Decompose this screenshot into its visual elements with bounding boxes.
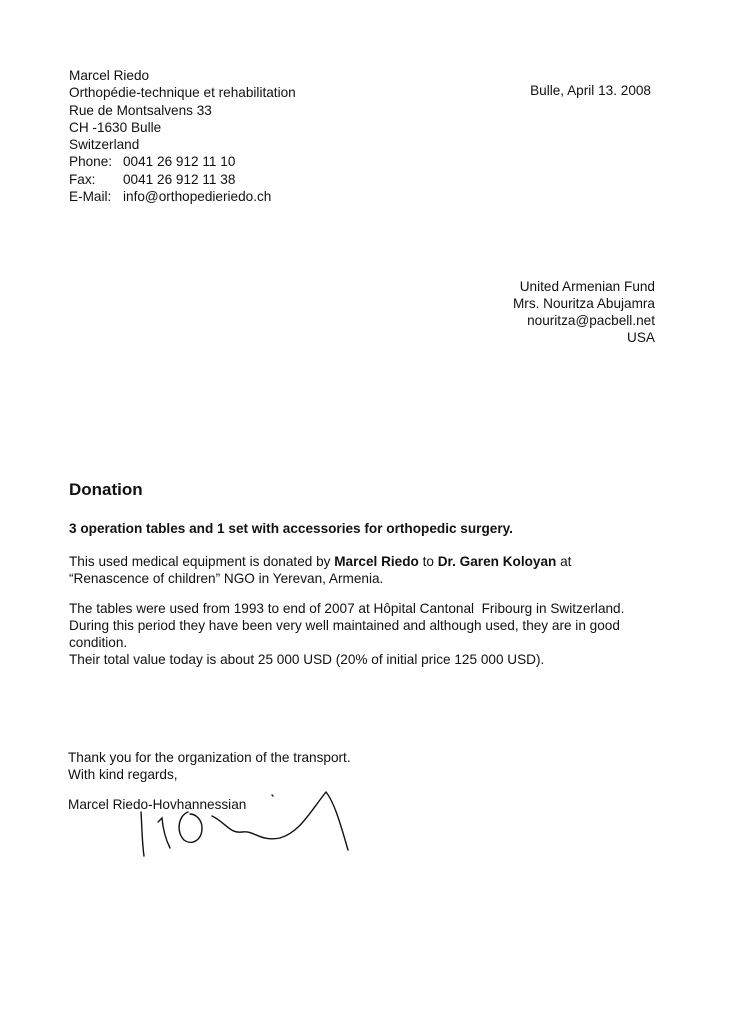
equipment-history-paragraph xyxy=(69,600,689,668)
closing-line2: With kind regards, xyxy=(68,767,178,782)
subject-line: 3 operation tables and 1 set with accessories for orthopedic surgery. xyxy=(69,521,513,536)
recipient-org: United Armenian Fund xyxy=(519,279,655,294)
document-title: Donation xyxy=(69,480,143,499)
sender-name: Marcel Riedo xyxy=(69,68,150,83)
handwritten-signature xyxy=(130,782,360,862)
recipient-email: nouritza@pacbell.net xyxy=(527,313,655,328)
sender-company: Orthopédie-technique et rehabilitation xyxy=(69,85,296,101)
sender-address-block xyxy=(69,67,296,205)
recipient-country: USA xyxy=(627,330,655,345)
signature-name: Marcel Riedo-Hovhannessian xyxy=(68,797,247,812)
sender-country: Switzerland xyxy=(69,137,140,153)
email-value: info@orthopedieriedo.ch xyxy=(123,189,272,205)
sender-phone xyxy=(69,153,296,170)
phone-value: 0041 26 912 11 10 xyxy=(123,154,236,170)
phone-label: Phone: xyxy=(69,154,113,170)
sender-fax xyxy=(69,171,296,188)
sender-city: CH -1630 Bulle xyxy=(69,119,162,135)
sender-street: Rue de Montsalvens 33 xyxy=(69,102,212,118)
para2-line2: During this period they have been very well maintained and although used, they are in good xyxy=(69,618,620,633)
sender-email xyxy=(69,188,296,205)
fax-value: 0041 26 912 11 38 xyxy=(123,171,236,187)
para2-line4: Their total value today is about 25 000 USD (20% of initial price 125 000 USD). xyxy=(69,652,545,667)
donor-name: Marcel Riedo xyxy=(334,554,419,569)
letter-date: Bulle, April 13. 2008 xyxy=(530,83,651,98)
para1-line1 xyxy=(69,553,669,570)
donation-paragraph xyxy=(69,553,669,587)
text: to xyxy=(418,554,438,569)
para2-line1: The tables were used from 1993 to end of 2007 at Hôpital Cantonal Fribourg in Switzerland. xyxy=(69,601,625,616)
recipient-doctor: Dr. Garen Koloyan xyxy=(437,554,557,569)
closing-block xyxy=(68,749,351,783)
text: This used medical equipment is donated by xyxy=(69,554,335,569)
recipient-name: Mrs. Nouritza Abujamra xyxy=(512,296,655,311)
email-label: E-Mail: xyxy=(69,189,112,205)
para1-line2: “Renascence of children” NGO in Yerevan, Armenia. xyxy=(69,571,384,586)
closing-line1: Thank you for the organization of the transport. xyxy=(68,750,351,765)
para2-line3: condition. xyxy=(69,635,128,650)
recipient-address-block xyxy=(513,278,655,346)
fax-label: Fax: xyxy=(69,171,96,187)
text: at xyxy=(556,554,572,569)
